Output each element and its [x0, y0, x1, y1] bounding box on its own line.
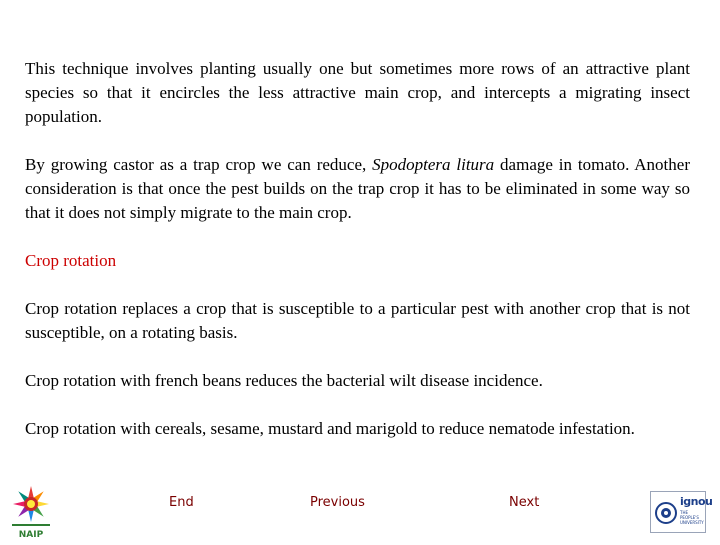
naip-wordmark: NAIP — [18, 530, 44, 540]
ignou-emblem-icon — [654, 496, 678, 530]
french-beans-paragraph: Crop rotation with french beans reduces the bacterial wilt disease incidence. — [25, 371, 543, 390]
naip-logo — [0, 484, 62, 540]
ignou-tagline: THE PEOPLE'S UNIVERSITY — [680, 510, 704, 525]
previous-link[interactable]: Previous — [310, 495, 365, 510]
crop-rotation-definition-paragraph: Crop rotation replaces a crop that is susceptible to a particular pest with another crop that is not susceptible, on a rotating basis. — [25, 299, 690, 342]
ignou-wordmark: ignou — [680, 495, 713, 508]
next-link[interactable]: Next — [509, 495, 540, 510]
paragraph-text: damage in tomato. Another consideration is that once the pest builds on the trap crop it has to be eliminated in some way so that it does not simply migrate to the main crop. — [25, 155, 690, 222]
slide-content — [25, 57, 690, 465]
paragraph-text: By growing castor as a trap crop we can reduce, — [25, 155, 373, 174]
cereals-rotation-paragraph: Crop rotation with cereals, sesame, mustard and marigold to reduce nematode infestation. — [25, 419, 635, 438]
trap-crop-intro-paragraph: This technique involves planting usually one but sometimes more rows of an attractive plant species so that it encircles the less attractive main crop, and intercepts a migrating insect population. — [25, 59, 690, 126]
species-name: Spodoptera litura — [372, 155, 495, 174]
ignou-logo — [650, 491, 713, 533]
crop-rotation-heading: Crop rotation — [25, 251, 117, 270]
end-link[interactable]: End — [169, 495, 194, 510]
castor-trap-crop-paragraph — [25, 153, 690, 225]
